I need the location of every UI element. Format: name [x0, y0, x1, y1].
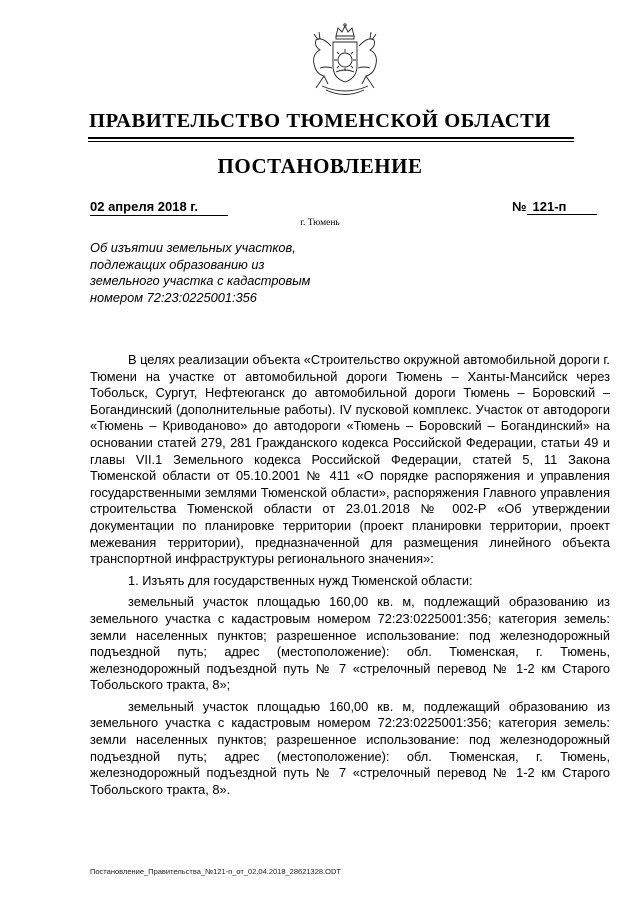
government-name: ПРАВИТЕЛЬСТВО ТЮМЕНСКОЙ ОБЛАСТИ [89, 110, 551, 132]
parcel-paragraph: земельный участок площадью 160,00 кв. м, подлежащий образованию из земельного участка с кадастровым номером 72:23:0225001:356; категория земель: земли населенных пунктов; разрешенное использование: под железнодорожный подъездной путь; адрес (местоположение): обл. Тюменская, г. Тюмень, железнодорожный подъездной путь № 7 «стрелочный перевод № 1-2 км Старого Тобольского тракта, 8». [90, 698, 610, 797]
document-city: г. Тюмень [300, 218, 340, 228]
footer-filename: Постановление_Правительства_№121-п_от_02.04.2018_28621328.ODT [90, 867, 341, 876]
parcel-paragraph: земельный участок площадью 160,00 кв. м, подлежащий образованию из земельного участка с кадастровым номером 72:23:0225001:356; категория земель: земли населенных пунктов; разрешенное использование: под железнодорожный подъездной путь; адрес (местоположение): обл. Тюменская, г. Тюмень, железнодорожный подъездной путь № 7 «стрелочный перевод № 1-2 км Старого Тобольского тракта, 8»; [90, 594, 610, 693]
document-type: ПОСТАНОВЛЕНИЕ [217, 154, 423, 178]
document-number [512, 199, 597, 215]
header-rule-thin [88, 141, 574, 142]
subject-line: номером 72:23:0225001:356 [90, 289, 257, 305]
preamble-paragraph: В целях реализации объекта «Строительство окружной автомобильной дороги г. Тюмени на участке от автомобильной дороги Тюмень – Ханты-Мансийск через Тобольск, Сургут, Нефтеюганск до автомобильной дороги Тюмень – Боровский – Богандинский (дополнительные работы). IV пусковой комплекс. Участок от автодороги «Тюмень – Криводаново» до автодороги «Тюмень – Боровский – Богандинский» на основании статей 279, 281 Гражданского кодекса Российской Федерации, статьи 49 и главы VII.1 Земельного кодекса Российской Федерации, статей 5, 11 Закона Тюменской области от 05.10.2001 № 411 «О порядке распоряжения и управления государственными землями Тюменской области», распоряжения Главного управления строительства Тюменской области от 23.01.2018 № 002-Р «Об утверждении документации по планировке территории (проект планировки территории, проект межевания территории), предназначенной для размещения линейного объекта транспортной инфраструктуры регионального значения»: [90, 352, 610, 567]
subject-line: земельного участка с кадастровым [90, 273, 311, 289]
number-value: 121-п [527, 199, 597, 215]
subject-line: подлежащих образованию из [90, 256, 265, 272]
document-body [90, 352, 610, 798]
subject-line: Об изъятии земельных участков, [90, 240, 296, 255]
document-subject [90, 240, 350, 306]
item-1-paragraph: 1. Изъять для государственных нужд Тюменской области: [128, 572, 473, 588]
coat-of-arms-icon [300, 22, 390, 100]
number-prefix: № [512, 199, 527, 214]
header-rule [88, 137, 574, 139]
document-date: 02 апреля 2018 г. [90, 199, 228, 216]
